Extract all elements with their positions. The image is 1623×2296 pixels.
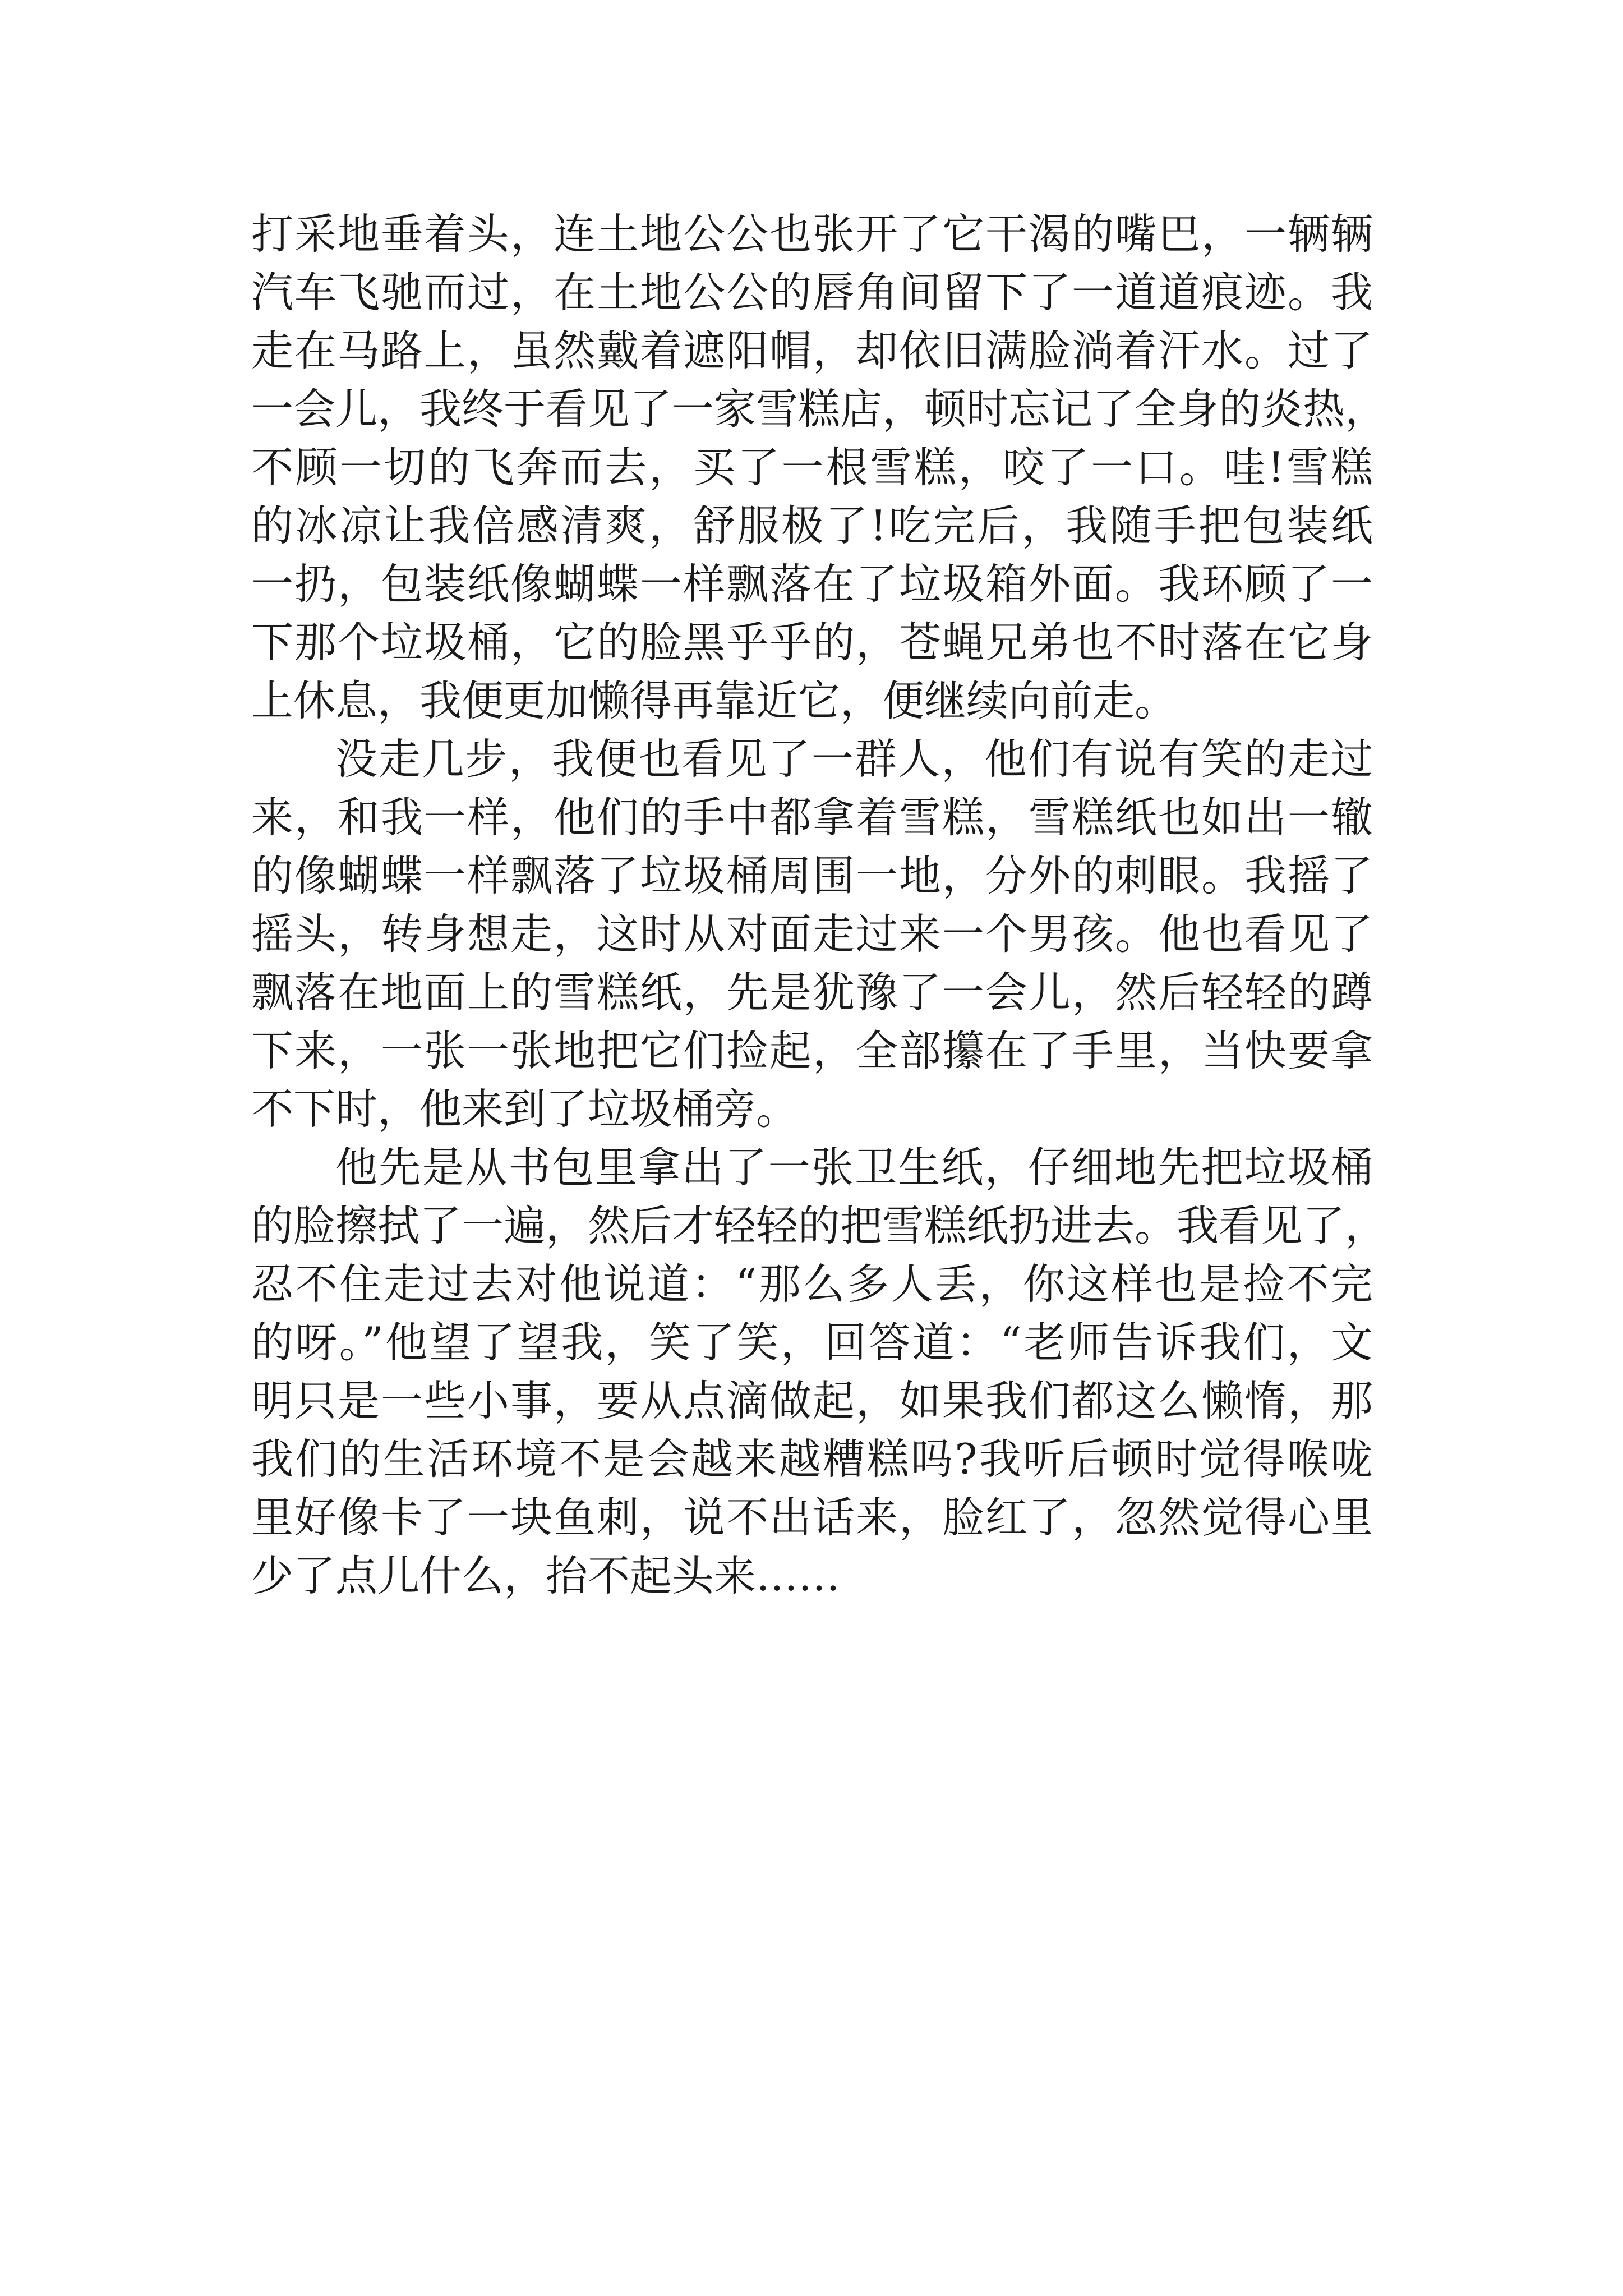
text-line: 飘落在地面上的雪糕纸，先是犹豫了一会儿，然后轻轻的蹲	[251, 968, 1373, 1017]
paragraph-1	[251, 205, 1387, 730]
text-line: 走在马路上，虽然戴着遮阳帽，却依旧满脸淌着汗水。过了	[251, 326, 1373, 375]
text-line: 忍不住走过去对他说道：“那么多人丢，你这样也是捡不完	[251, 1259, 1373, 1309]
text-line: 明只是一些小事，要从点滴做起，如果我们都这么懒惰，那	[251, 1376, 1373, 1425]
text-line: 不顾一切的飞奔而去，买了一根雪糕，咬了一口。哇!雪糕	[251, 443, 1373, 492]
text-line: 我们的生活环境不是会越来越糟糕吗?我听后顿时觉得喉咙	[251, 1434, 1373, 1484]
text-line: 摇头，转身想走，这时从对面走过来一个男孩。他也看见了	[251, 909, 1373, 959]
paragraph-3	[251, 1138, 1387, 1605]
text-line: 来，和我一样，他们的手中都拿着雪糕，雪糕纸也如出一辙	[251, 793, 1373, 842]
text-line: 下来，一张一张地把它们捡起，全部攥在了手里，当快要拿	[251, 1026, 1373, 1075]
text-line: 的脸擦拭了一遍，然后才轻轻的把雪糕纸扔进去。我看见了，	[251, 1201, 1387, 1250]
text-line: 一扔，包装纸像蝴蝶一样飘落在了垃圾箱外面。我环顾了一	[251, 559, 1373, 609]
text-line: 的像蝴蝶一样飘落了垃圾桶周围一地，分外的刺眼。我摇了	[251, 851, 1373, 900]
text-line: 的呀。”他望了望我，笑了笑，回答道：“老师告诉我们，文	[251, 1318, 1373, 1367]
text-line: 上休息，我便更加懒得再靠近它，便继续向前走。	[251, 676, 1177, 725]
text-line: 汽车飞驰而过，在土地公公的唇角间留下了一道道痕迹。我	[251, 268, 1373, 317]
text-line: 一会儿，我终于看见了一家雪糕店，顿时忘记了全身的炎热，	[251, 384, 1387, 434]
text-line: 少了点儿什么，抬不起头来……	[251, 1551, 841, 1600]
text-line: 的冰凉让我倍感清爽，舒服极了!吃完后，我随手把包装纸	[251, 501, 1373, 550]
text-line: 没走几步，我便也看见了一群人，他们有说有笑的走过	[335, 734, 1373, 784]
text-line: 里好像卡了一块鱼刺，说不出话来，脸红了，忽然觉得心里	[251, 1493, 1373, 1542]
paragraph-2	[251, 730, 1373, 1138]
body-text	[251, 205, 1387, 1605]
text-line: 不下时，他来到了垃圾桶旁。	[251, 1084, 799, 1134]
text-line: 他先是从书包里拿出了一张卫生纸，仔细地先把垃圾桶	[335, 1143, 1373, 1192]
text-line: 下那个垃圾桶，它的脸黑乎乎的，苍蝇兄弟也不时落在它身	[251, 618, 1373, 667]
text-line: 打采地垂着头，连土地公公也张开了它干渴的嘴巴，一辆辆	[251, 209, 1373, 259]
